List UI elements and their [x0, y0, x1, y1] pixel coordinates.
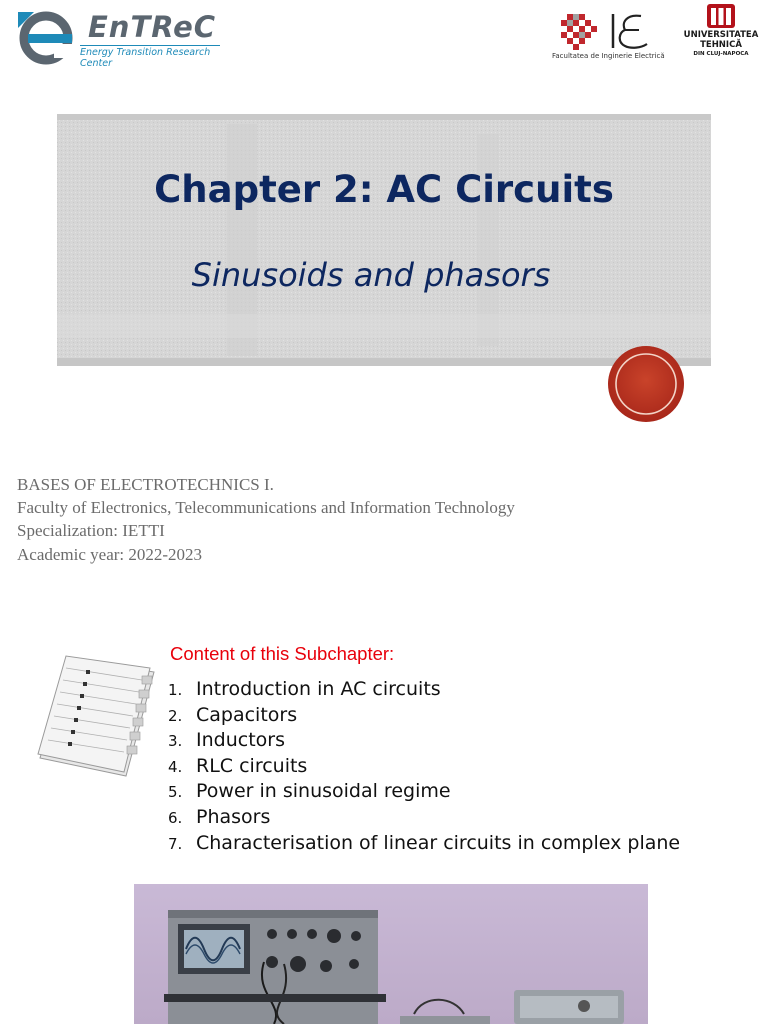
list-item	[168, 805, 680, 831]
banner-texture	[57, 114, 711, 366]
item-label: Introduction in AC circuits	[196, 678, 441, 700]
chapter-title: Chapter 2: AC Circuits	[154, 168, 614, 211]
faculty-name: Faculty of Electronics, Telecommunications and Information Technology	[17, 498, 515, 517]
list-item	[168, 728, 680, 754]
university-name-line2: TEHNICĂ	[700, 40, 742, 50]
university-name-line1: UNIVERSITATEA	[683, 30, 759, 40]
item-label: Inductors	[196, 729, 285, 752]
red-circle-icon	[606, 344, 686, 424]
item-number: 4.	[168, 757, 183, 776]
list-item	[168, 703, 680, 729]
item-label: Characterisation of linear circuits in complex plane	[196, 831, 681, 854]
item-number: 6.	[168, 808, 183, 827]
item-number: 3.	[168, 732, 183, 751]
course-name: BASES OF ELECTROTECHNICS I.	[17, 475, 274, 494]
title-banner	[57, 114, 711, 366]
specialization: Specialization: IETTI	[17, 521, 165, 540]
item-label: Power in sinusoidal regime	[196, 780, 451, 803]
list-item	[168, 779, 680, 805]
entrec-name: EnTReC	[88, 10, 217, 44]
contents-heading: Content of this Subchapter:	[170, 643, 395, 664]
item-number: 1.	[168, 681, 183, 699]
item-number: 7.	[168, 834, 183, 853]
contents-list	[168, 677, 680, 856]
item-label: Phasors	[196, 805, 271, 828]
list-item	[168, 677, 680, 703]
university-name-line3: DIN CLUJ-NAPOCA	[693, 51, 749, 57]
item-number: 2.	[168, 706, 183, 725]
item-label: RLC circuits	[196, 754, 308, 777]
item-number: 5.	[168, 783, 183, 802]
list-item	[168, 831, 680, 857]
oscilloscope-photo	[134, 884, 648, 1024]
faculty-logo-caption: Facultatea de Inginerie Electrică	[552, 52, 665, 60]
index-tabs-icon	[30, 652, 160, 780]
list-item	[168, 754, 680, 780]
academic-year: Academic year: 2022-2023	[17, 545, 203, 564]
entrec-tagline: Energy Transition Research Center	[80, 45, 220, 69]
item-label: Capacitors	[196, 703, 298, 726]
chapter-subtitle: Sinusoids and phasors	[191, 256, 551, 294]
